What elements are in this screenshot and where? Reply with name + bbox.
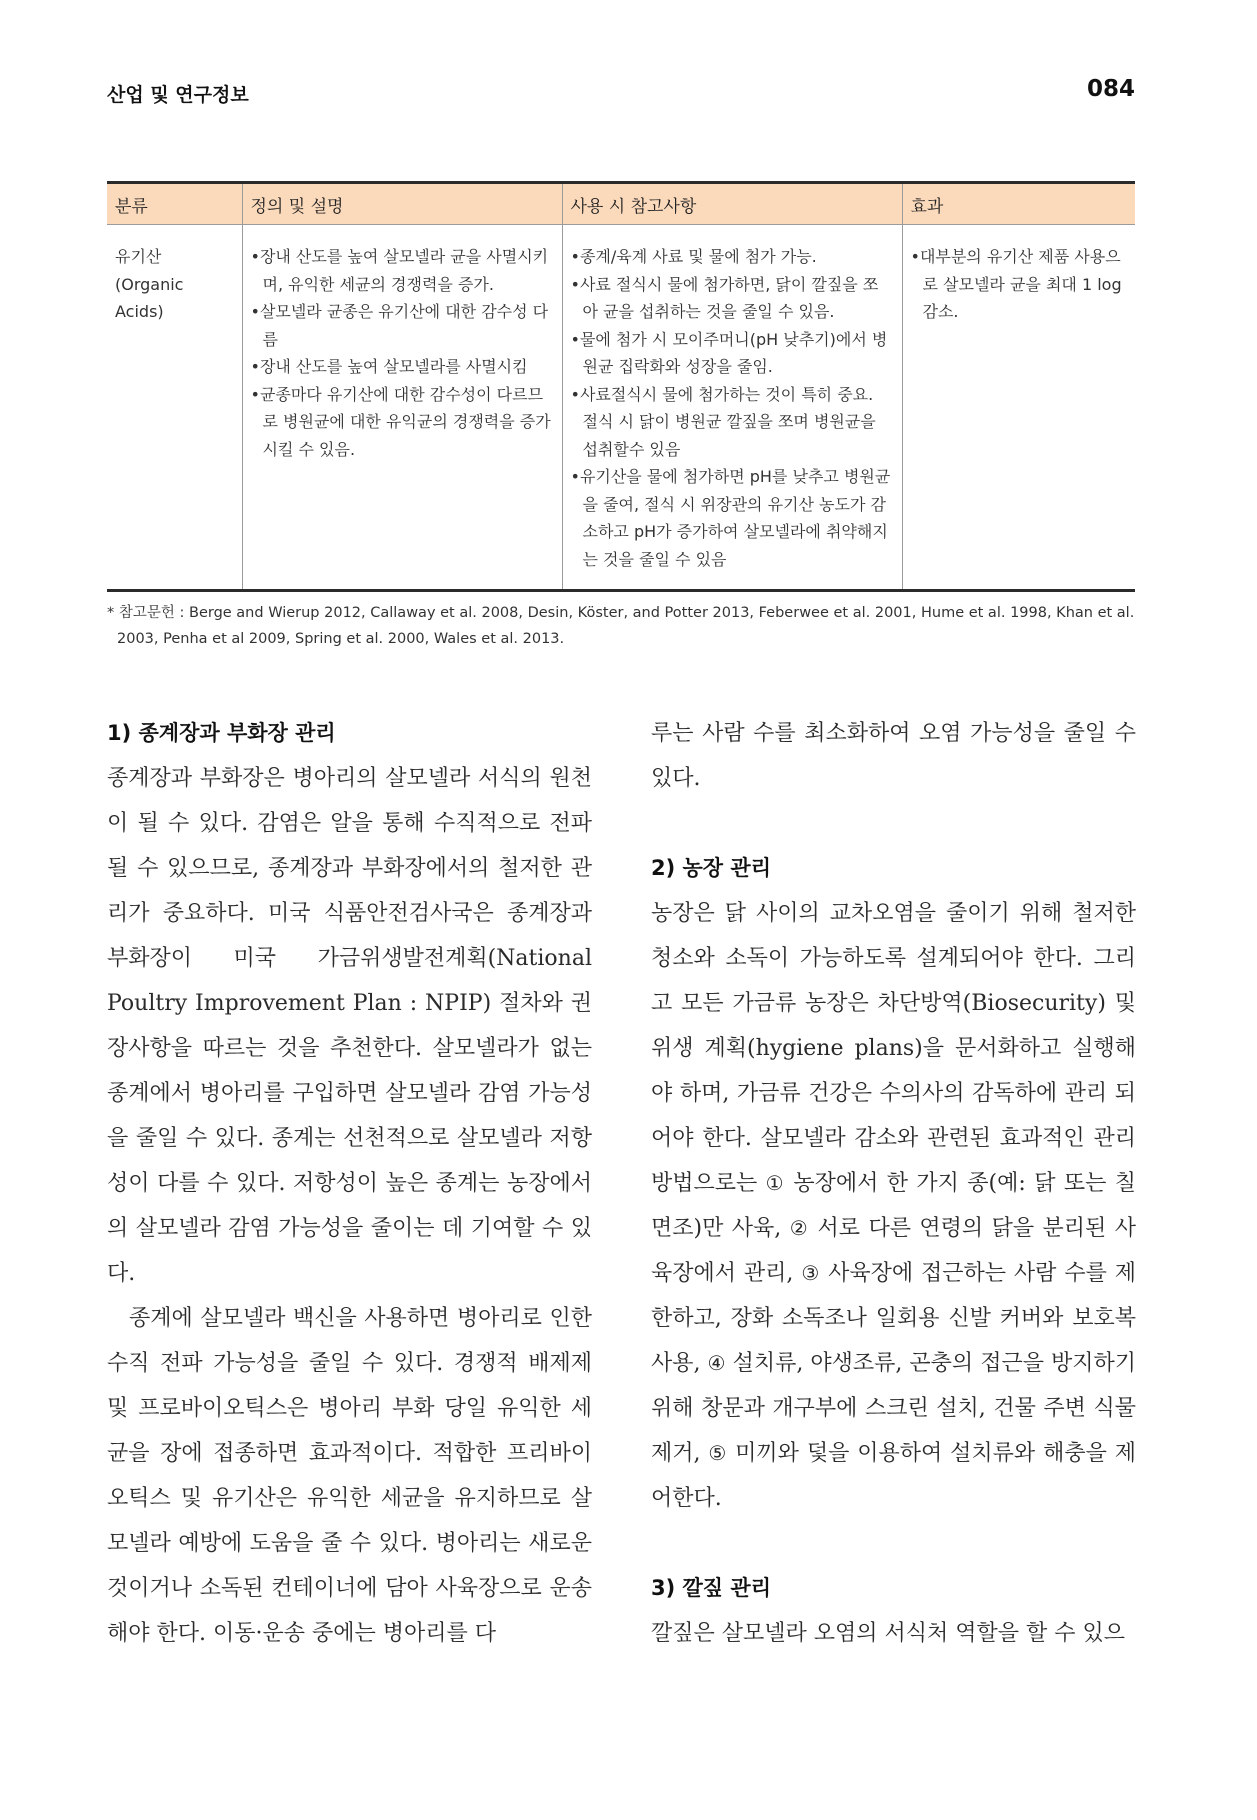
body-paragraph: 종계에 살모넬라 백신을 사용하면 병아리로 인한 수직 전파 가능성을 줄일 수 있다. 경쟁적 배제제 및 프로바이오틱스은 병아리 부화 당일 유익한 세균을 장에 접종하면 효과적이다. 적합한 프리바이오틱스 및 유기산은 유익한 세균을 유지하므로 살모넬라 예방에 도움을 줄 수 있다. 병아리는 새로운 것이거나 소독된 컨테이너에 담아 사육장으로 운송해야 한다. 이동·운송 중에는 병아리를 다	[107, 1306, 592, 1646]
circled-number: ④	[707, 1351, 726, 1375]
usage-item: •사료절식시 물에 첨가하는 것이 특히 중요. 절식 시 닭이 병원균 깔짚을 쪼며 병원균을 섭취할수 있음	[570, 384, 876, 459]
table-header-row	[107, 183, 1135, 225]
circled-number: ⑤	[708, 1441, 728, 1465]
section-title: 산업 및 연구정보	[107, 84, 249, 106]
cell-usage	[562, 225, 902, 591]
definition-item: •장내 산도를 높여 살모넬라를 사멸시킴	[250, 357, 528, 376]
page-number: 084	[1086, 76, 1135, 102]
body-paragraph: 종계장과 부화장은 병아리의 살모넬라 서식의 원천이 될 수 있다. 감염은 알을 통해 수직적으로 전파될 수 있으므로, 종계장과 부화장에서의 철저한 관리가 중요하다. 미국 식품안전검사국은 종계장과 부화장이 미국 가금위생발전계획(National Poultry Improvement Plan : NPIP) 절차와 권장사항을 따르는 것을 추천한다. 살모넬라가 없는 종계에서 병아리를 구입하면 살모넬라 감염 가능성을 줄일 수 있다. 종계는 선천적으로 살모넬라 저항성이 다를 수 있다. 저항성이 높은 종계는 농장에서의 살모넬라 감염 가능성을 줄이는 데 기여할 수 있다.	[107, 766, 592, 1286]
circled-number: ②	[789, 1216, 810, 1240]
category-name: 유기산	[115, 247, 162, 266]
usage-item: •종계/육계 사료 및 물에 첨가 가능.	[570, 247, 817, 266]
circled-number: ①	[765, 1171, 785, 1195]
definition-item: •살모넬라 균종은 유기산에 대한 감수성 다름	[250, 302, 549, 349]
circled-number: ③	[801, 1261, 821, 1285]
section-heading: 1) 종계장과 부화장 관리	[107, 721, 336, 745]
effect-item: •대부분의 유기산 제품 사용으로 살모넬라 균을 최대 1 log 감소.	[910, 247, 1122, 321]
body-paragraph-continued: 루는 사람 수를 최소화하여 오염 가능성을 줄일 수 있다.	[651, 721, 1136, 791]
header-definition: 정의 및 설명	[242, 183, 562, 225]
table-row	[107, 225, 1135, 591]
left-column	[107, 711, 592, 1656]
header-category: 분류	[107, 183, 242, 225]
cell-definition	[242, 225, 562, 591]
body-paragraph: 깔짚은 살모넬라 오염의 서식처 역할을 할 수 있으	[651, 1621, 1125, 1646]
header-usage: 사용 시 참고사항	[562, 183, 902, 225]
definition-item: •장내 산도를 높여 살모넬라 균을 사멸시키며, 유익한 세균의 경쟁력을 증가.	[250, 247, 549, 294]
usage-item: •물에 첨가 시 모이주머니(pH 낮추기)에서 병원균 집락화와 성장을 줄임.	[570, 329, 888, 376]
section-heading: 3) 깔짚 관리	[651, 1576, 771, 1600]
category-english: (Organic Acids)	[115, 274, 184, 321]
references-footnote: * 참고문헌 : Berge and Wierup 2012, Callaway et al. 2008, Desin, Köster, and Potter 2013, Feberwee et al. 2001, Hume et al. 1998, Khan et al. 2003, Penha et al 2009, Spring et al. 2000, Wales et al. 2013.	[107, 605, 1135, 647]
definition-item: •균종마다 유기산에 대한 감수성이 다르므로 병원균에 대한 유익균의 경쟁력을 증가시킬 수 있음.	[250, 384, 551, 459]
reference-table	[107, 181, 1135, 592]
cell-category	[107, 225, 242, 591]
header-effect: 효과	[902, 183, 1135, 225]
body-paragraph: 농장은 닭 사이의 교차오염을 줄이기 위해 철저한 청소와 소독이 가능하도록 설계되어야 한다. 그리고 모든 가금류 농장은 차단방역(Biosecurity) 및 위생 계획(hygiene plans)을 문서화하고 실행해야 하며, 가금류 건강은 수의사의 감독하에 관리 되어야 한다. 살모넬라 감소와 관련된 효과적인 관리 방법으로는 ① 농장에서 한 가지 종(예: 닭 또는 칠면조)만 사육, ② 서로 다른 연령의 닭을 분리된 사육장에서 관리, ③ 사육장에 접근하는 사람 수를 제한하고, 장화 소독조나 일회용 신발 커버와 보호복 사용, ④ 설치류, 야생조류, 곤충의 접근을 방지하기 위해 창문과 개구부에 스크린 설치, 건물 주변 식물 제거, ⑤ 미끼와 덫을 이용하여 설치류와 해충을 제어한다.	[651, 901, 1136, 1511]
section-heading: 2) 농장 관리	[651, 856, 771, 880]
right-column	[651, 711, 1136, 1656]
usage-item: •유기산을 물에 첨가하면 pH를 낮추고 병원균을 줄여, 절식 시 위장관의 유기산 농도가 감소하고 pH가 증가하여 살모넬라에 취약해지는 것을 줄일 수 있음	[570, 467, 891, 569]
usage-item: •사료 절식시 물에 첨가하면, 닭이 깔짚을 쪼아 균을 섭취하는 것을 줄일 수 있음.	[570, 274, 879, 321]
cell-effect	[902, 225, 1135, 591]
